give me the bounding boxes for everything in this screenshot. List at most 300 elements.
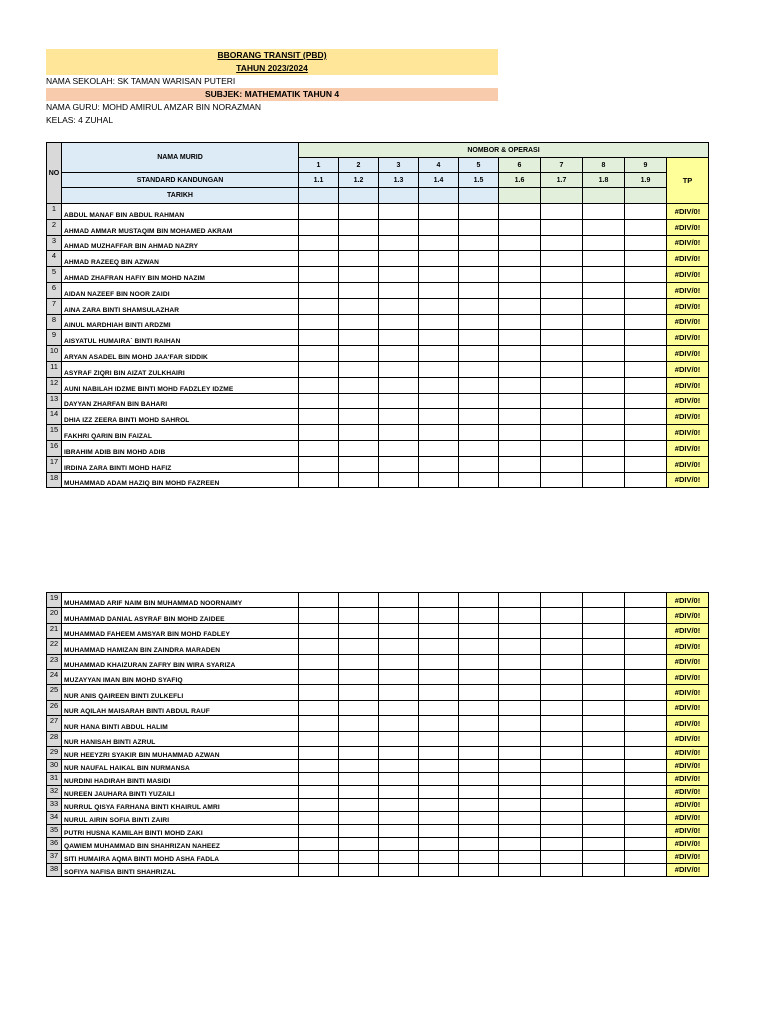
score-cell[interactable] [339,669,379,684]
date-cell[interactable] [625,188,667,204]
score-cell[interactable] [379,685,419,700]
score-cell[interactable] [541,811,583,824]
score-cell[interactable] [379,425,419,441]
score-cell[interactable] [339,235,379,251]
score-cell[interactable] [499,731,541,746]
score-cell[interactable] [379,772,419,785]
score-cell[interactable] [339,623,379,638]
score-cell[interactable] [583,593,625,608]
score-cell[interactable] [419,608,459,623]
score-cell[interactable] [419,409,459,425]
score-cell[interactable] [583,456,625,472]
score-cell[interactable] [499,746,541,759]
score-cell[interactable] [583,346,625,362]
score-cell[interactable] [541,377,583,393]
score-cell[interactable] [379,824,419,837]
score-cell[interactable] [379,235,419,251]
score-cell[interactable] [499,235,541,251]
score-cell[interactable] [299,850,339,863]
score-cell[interactable] [299,623,339,638]
score-cell[interactable] [299,772,339,785]
score-cell[interactable] [419,824,459,837]
score-cell[interactable] [419,456,459,472]
score-cell[interactable] [499,314,541,330]
score-cell[interactable] [541,669,583,684]
date-cell[interactable] [299,188,339,204]
score-cell[interactable] [541,759,583,772]
score-cell[interactable] [583,393,625,409]
score-cell[interactable] [541,685,583,700]
score-cell[interactable] [419,235,459,251]
score-cell[interactable] [583,837,625,850]
score-cell[interactable] [299,746,339,759]
score-cell[interactable] [625,700,667,715]
score-cell[interactable] [583,425,625,441]
score-cell[interactable] [625,393,667,409]
score-cell[interactable] [583,409,625,425]
date-cell[interactable] [499,188,541,204]
score-cell[interactable] [419,731,459,746]
score-cell[interactable] [541,863,583,876]
score-cell[interactable] [583,639,625,654]
score-cell[interactable] [459,837,499,850]
score-cell[interactable] [459,669,499,684]
score-cell[interactable] [499,759,541,772]
score-cell[interactable] [299,235,339,251]
score-cell[interactable] [583,361,625,377]
score-cell[interactable] [459,346,499,362]
score-cell[interactable] [625,267,667,283]
score-cell[interactable] [379,716,419,731]
score-cell[interactable] [379,361,419,377]
score-cell[interactable] [339,716,379,731]
score-cell[interactable] [583,219,625,235]
score-cell[interactable] [625,863,667,876]
score-cell[interactable] [379,267,419,283]
score-cell[interactable] [379,798,419,811]
score-cell[interactable] [339,298,379,314]
score-cell[interactable] [499,472,541,488]
score-cell[interactable] [299,425,339,441]
score-cell[interactable] [339,837,379,850]
score-cell[interactable] [459,685,499,700]
score-cell[interactable] [499,346,541,362]
score-cell[interactable] [459,393,499,409]
score-cell[interactable] [583,863,625,876]
score-cell[interactable] [625,639,667,654]
score-cell[interactable] [299,759,339,772]
score-cell[interactable] [379,731,419,746]
score-cell[interactable] [379,314,419,330]
score-cell[interactable] [299,440,339,456]
score-cell[interactable] [379,456,419,472]
score-cell[interactable] [583,850,625,863]
date-cell[interactable] [339,188,379,204]
score-cell[interactable] [625,204,667,220]
score-cell[interactable] [459,472,499,488]
score-cell[interactable] [459,746,499,759]
score-cell[interactable] [459,785,499,798]
score-cell[interactable] [541,785,583,798]
score-cell[interactable] [583,608,625,623]
score-cell[interactable] [541,440,583,456]
score-cell[interactable] [339,798,379,811]
score-cell[interactable] [625,425,667,441]
score-cell[interactable] [499,700,541,715]
score-cell[interactable] [459,716,499,731]
score-cell[interactable] [339,639,379,654]
score-cell[interactable] [419,330,459,346]
score-cell[interactable] [339,346,379,362]
score-cell[interactable] [299,685,339,700]
score-cell[interactable] [625,798,667,811]
score-cell[interactable] [541,393,583,409]
score-cell[interactable] [541,639,583,654]
score-cell[interactable] [583,314,625,330]
score-cell[interactable] [379,472,419,488]
score-cell[interactable] [339,330,379,346]
score-cell[interactable] [299,811,339,824]
score-cell[interactable] [499,219,541,235]
score-cell[interactable] [625,824,667,837]
score-cell[interactable] [583,654,625,669]
score-cell[interactable] [583,251,625,267]
score-cell[interactable] [419,716,459,731]
score-cell[interactable] [339,282,379,298]
score-cell[interactable] [299,654,339,669]
score-cell[interactable] [419,472,459,488]
score-cell[interactable] [625,608,667,623]
score-cell[interactable] [541,837,583,850]
score-cell[interactable] [499,772,541,785]
score-cell[interactable] [499,811,541,824]
score-cell[interactable] [339,850,379,863]
score-cell[interactable] [499,824,541,837]
score-cell[interactable] [499,798,541,811]
score-cell[interactable] [583,204,625,220]
score-cell[interactable] [299,393,339,409]
score-cell[interactable] [625,785,667,798]
score-cell[interactable] [541,731,583,746]
score-cell[interactable] [379,623,419,638]
date-cell[interactable] [419,188,459,204]
score-cell[interactable] [625,409,667,425]
score-cell[interactable] [459,282,499,298]
score-cell[interactable] [419,654,459,669]
score-cell[interactable] [625,772,667,785]
score-cell[interactable] [419,204,459,220]
score-cell[interactable] [419,361,459,377]
score-cell[interactable] [339,700,379,715]
score-cell[interactable] [541,456,583,472]
score-cell[interactable] [583,772,625,785]
score-cell[interactable] [541,346,583,362]
score-cell[interactable] [583,298,625,314]
score-cell[interactable] [299,863,339,876]
score-cell[interactable] [299,472,339,488]
score-cell[interactable] [299,593,339,608]
score-cell[interactable] [625,669,667,684]
score-cell[interactable] [583,440,625,456]
score-cell[interactable] [541,798,583,811]
score-cell[interactable] [459,456,499,472]
score-cell[interactable] [299,204,339,220]
score-cell[interactable] [499,440,541,456]
score-cell[interactable] [419,346,459,362]
score-cell[interactable] [583,669,625,684]
score-cell[interactable] [541,314,583,330]
score-cell[interactable] [419,377,459,393]
score-cell[interactable] [419,863,459,876]
score-cell[interactable] [339,409,379,425]
score-cell[interactable] [339,361,379,377]
score-cell[interactable] [541,251,583,267]
score-cell[interactable] [583,623,625,638]
score-cell[interactable] [499,654,541,669]
score-cell[interactable] [459,219,499,235]
score-cell[interactable] [459,811,499,824]
score-cell[interactable] [419,811,459,824]
score-cell[interactable] [379,377,419,393]
score-cell[interactable] [339,219,379,235]
score-cell[interactable] [625,219,667,235]
score-cell[interactable] [459,798,499,811]
score-cell[interactable] [541,219,583,235]
score-cell[interactable] [459,330,499,346]
score-cell[interactable] [379,759,419,772]
score-cell[interactable] [299,716,339,731]
score-cell[interactable] [625,472,667,488]
score-cell[interactable] [541,204,583,220]
score-cell[interactable] [625,654,667,669]
score-cell[interactable] [379,346,419,362]
score-cell[interactable] [625,251,667,267]
score-cell[interactable] [541,361,583,377]
score-cell[interactable] [459,235,499,251]
score-cell[interactable] [299,361,339,377]
score-cell[interactable] [419,314,459,330]
score-cell[interactable] [379,409,419,425]
score-cell[interactable] [339,785,379,798]
score-cell[interactable] [625,346,667,362]
date-cell[interactable] [541,188,583,204]
score-cell[interactable] [339,593,379,608]
score-cell[interactable] [541,298,583,314]
score-cell[interactable] [541,425,583,441]
score-cell[interactable] [419,837,459,850]
score-cell[interactable] [583,731,625,746]
score-cell[interactable] [379,746,419,759]
score-cell[interactable] [419,393,459,409]
score-cell[interactable] [299,785,339,798]
score-cell[interactable] [299,346,339,362]
score-cell[interactable] [583,811,625,824]
score-cell[interactable] [499,456,541,472]
score-cell[interactable] [541,409,583,425]
score-cell[interactable] [625,759,667,772]
score-cell[interactable] [541,700,583,715]
score-cell[interactable] [625,456,667,472]
score-cell[interactable] [459,314,499,330]
score-cell[interactable] [379,298,419,314]
score-cell[interactable] [299,219,339,235]
score-cell[interactable] [541,654,583,669]
score-cell[interactable] [499,608,541,623]
score-cell[interactable] [541,772,583,785]
score-cell[interactable] [625,716,667,731]
score-cell[interactable] [419,623,459,638]
score-cell[interactable] [299,608,339,623]
score-cell[interactable] [625,731,667,746]
score-cell[interactable] [541,746,583,759]
score-cell[interactable] [541,267,583,283]
score-cell[interactable] [541,716,583,731]
score-cell[interactable] [379,219,419,235]
score-cell[interactable] [299,267,339,283]
score-cell[interactable] [379,204,419,220]
score-cell[interactable] [339,440,379,456]
score-cell[interactable] [419,251,459,267]
score-cell[interactable] [625,746,667,759]
score-cell[interactable] [541,235,583,251]
score-cell[interactable] [419,772,459,785]
score-cell[interactable] [541,593,583,608]
score-cell[interactable] [419,282,459,298]
score-cell[interactable] [583,472,625,488]
score-cell[interactable] [419,798,459,811]
score-cell[interactable] [499,685,541,700]
score-cell[interactable] [339,608,379,623]
score-cell[interactable] [379,811,419,824]
score-cell[interactable] [499,251,541,267]
score-cell[interactable] [459,377,499,393]
score-cell[interactable] [299,824,339,837]
score-cell[interactable] [299,282,339,298]
score-cell[interactable] [379,440,419,456]
score-cell[interactable] [583,700,625,715]
score-cell[interactable] [625,593,667,608]
score-cell[interactable] [583,235,625,251]
score-cell[interactable] [379,251,419,267]
score-cell[interactable] [583,716,625,731]
score-cell[interactable] [299,731,339,746]
score-cell[interactable] [379,593,419,608]
score-cell[interactable] [339,393,379,409]
score-cell[interactable] [379,608,419,623]
date-cell[interactable] [379,188,419,204]
score-cell[interactable] [625,685,667,700]
score-cell[interactable] [583,330,625,346]
score-cell[interactable] [499,298,541,314]
score-cell[interactable] [419,298,459,314]
score-cell[interactable] [419,669,459,684]
score-cell[interactable] [459,731,499,746]
score-cell[interactable] [625,377,667,393]
score-cell[interactable] [541,850,583,863]
score-cell[interactable] [625,314,667,330]
score-cell[interactable] [299,837,339,850]
score-cell[interactable] [299,639,339,654]
score-cell[interactable] [299,330,339,346]
score-cell[interactable] [541,608,583,623]
score-cell[interactable] [459,267,499,283]
score-cell[interactable] [541,330,583,346]
score-cell[interactable] [499,623,541,638]
score-cell[interactable] [419,746,459,759]
score-cell[interactable] [339,654,379,669]
score-cell[interactable] [299,314,339,330]
score-cell[interactable] [459,850,499,863]
score-cell[interactable] [339,811,379,824]
score-cell[interactable] [459,700,499,715]
score-cell[interactable] [625,282,667,298]
score-cell[interactable] [499,377,541,393]
score-cell[interactable] [419,685,459,700]
score-cell[interactable] [499,837,541,850]
score-cell[interactable] [583,685,625,700]
score-cell[interactable] [459,298,499,314]
score-cell[interactable] [499,850,541,863]
score-cell[interactable] [459,608,499,623]
score-cell[interactable] [459,639,499,654]
score-cell[interactable] [339,772,379,785]
score-cell[interactable] [499,409,541,425]
score-cell[interactable] [339,746,379,759]
score-cell[interactable] [583,798,625,811]
score-cell[interactable] [379,330,419,346]
score-cell[interactable] [419,425,459,441]
score-cell[interactable] [419,440,459,456]
score-cell[interactable] [419,219,459,235]
score-cell[interactable] [459,824,499,837]
score-cell[interactable] [379,282,419,298]
score-cell[interactable] [379,863,419,876]
score-cell[interactable] [379,669,419,684]
score-cell[interactable] [459,593,499,608]
score-cell[interactable] [299,377,339,393]
score-cell[interactable] [583,785,625,798]
score-cell[interactable] [499,361,541,377]
date-cell[interactable] [583,188,625,204]
score-cell[interactable] [299,298,339,314]
score-cell[interactable] [299,798,339,811]
score-cell[interactable] [339,731,379,746]
score-cell[interactable] [583,824,625,837]
score-cell[interactable] [625,330,667,346]
score-cell[interactable] [379,639,419,654]
date-cell[interactable] [459,188,499,204]
score-cell[interactable] [379,850,419,863]
score-cell[interactable] [499,785,541,798]
score-cell[interactable] [459,425,499,441]
score-cell[interactable] [625,850,667,863]
score-cell[interactable] [459,623,499,638]
score-cell[interactable] [459,409,499,425]
score-cell[interactable] [583,377,625,393]
score-cell[interactable] [499,282,541,298]
score-cell[interactable] [299,251,339,267]
score-cell[interactable] [379,785,419,798]
score-cell[interactable] [625,235,667,251]
score-cell[interactable] [419,759,459,772]
score-cell[interactable] [339,863,379,876]
score-cell[interactable] [541,824,583,837]
score-cell[interactable] [459,361,499,377]
score-cell[interactable] [541,623,583,638]
score-cell[interactable] [299,669,339,684]
score-cell[interactable] [419,593,459,608]
score-cell[interactable] [499,267,541,283]
